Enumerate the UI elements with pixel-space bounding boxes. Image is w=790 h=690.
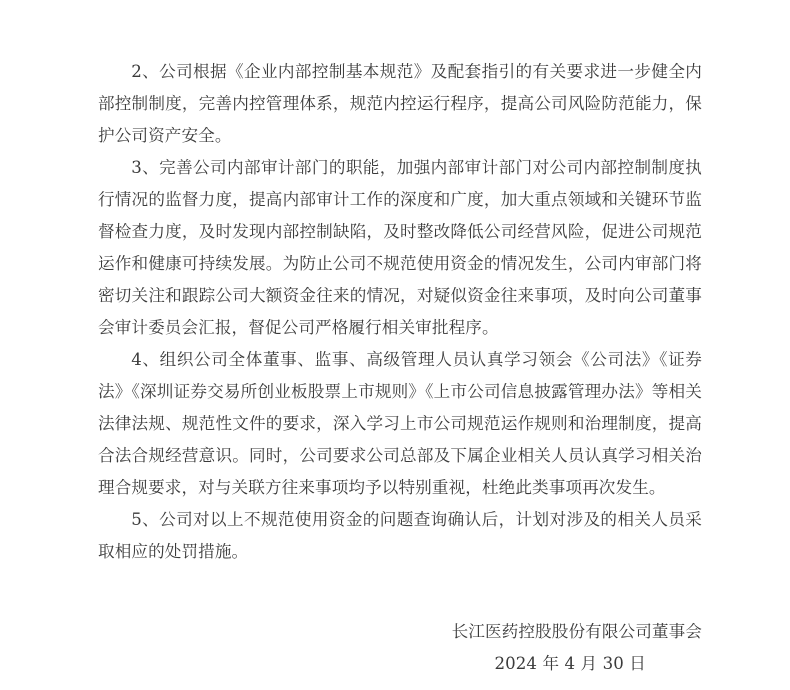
- paragraph-item-4: 4、组织公司全体董事、监事、高级管理人员认真学习领会《公司法》《证券法》《深圳证券交易所创业板股票上市规则》《上市公司信息披露管理办法》等相关法律法规、规范性文件的要求，深入学习上市公司规范运作规则和治理制度，提高合法合规经营意识。同时，公司要求公司总部及下属企业相关人员认真学习相关治理合规要求，对与关联方往来事项均予以特别重视，杜绝此类事项再次发生。: [98, 350, 702, 497]
- signature-organization: 长江医药控股股份有限公司董事会: [451, 622, 702, 641]
- paragraph-item-5: 5、公司对以上不规范使用资金的问题查询确认后，计划对涉及的相关人员采取相应的处罚措施。: [98, 510, 702, 561]
- signature-block: [98, 616, 702, 680]
- document-body: [98, 56, 702, 568]
- paragraph-item-3: 3、完善公司内部审计部门的职能，加强内部审计部门对公司内部控制制度执行情况的监督力度，提高内部审计工作的深度和广度，加大重点领域和关键环节监督检查力度，及时发现内部控制缺陷，及时整改降低公司经营风险，促进公司规范运作和健康可持续发展。为防止公司不规范使用资金的情况发生，公司内审部门将密切关注和跟踪公司大额资金往来的情况，对疑似资金往来事项，及时向公司董事会审计委员会汇报，督促公司严格履行相关审批程序。: [98, 158, 702, 337]
- signature-date: 2024 年 4 月 30 日: [494, 654, 646, 673]
- paragraph-item-2: 2、公司根据《企业内部控制基本规范》及配套指引的有关要求进一步健全内部控制制度，完善内控管理体系，规范内控运行程序，提高公司风险防范能力，保护公司资产安全。: [98, 62, 702, 145]
